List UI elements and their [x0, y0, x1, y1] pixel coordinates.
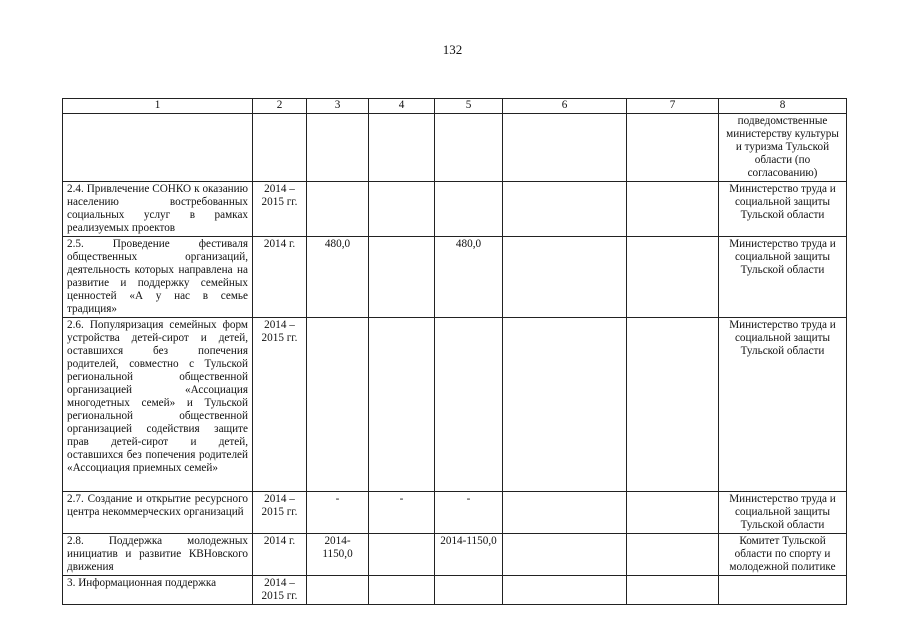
value-cell-6: [503, 576, 627, 605]
term-cell: 2014 – 2015 гг.: [253, 576, 307, 605]
value-cell-7: [627, 534, 719, 576]
page-number: 132: [442, 42, 463, 57]
activity-cell: 2.4. Привлечение СОНКО к оказанию населению востребованных социальных услуг в рамках реализуемых проектов: [63, 182, 253, 237]
value-cell-7: [627, 318, 719, 492]
header-cell-5: 5: [435, 99, 503, 114]
table-row: [63, 492, 847, 534]
header-cell-4: 4: [369, 99, 435, 114]
value-cell-4: [369, 182, 435, 237]
value-cell-6: [503, 237, 627, 318]
activity-cell: 2.7. Создание и открытие ресурсного центра некоммерческих организаций: [63, 492, 253, 534]
term-cell: 2014 г.: [253, 237, 307, 318]
term-cell: 2014 – 2015 гг.: [253, 318, 307, 492]
executor-cell: Министерство труда и социальной защиты Тульской области: [719, 237, 847, 318]
value-cell-3: 2014-1150,0: [307, 534, 369, 576]
executor-cell: Министерство труда и социальной защиты Тульской области: [719, 492, 847, 534]
value-cell-4: [369, 114, 435, 182]
value-cell-3: -: [307, 492, 369, 534]
value-cell-6: [503, 318, 627, 492]
table-row: [63, 114, 847, 182]
value-cell-6: [503, 182, 627, 237]
value-cell-5: [435, 114, 503, 182]
activity-cell: 2.8. Поддержка молодежных инициатив и развитие КВНовского движения: [63, 534, 253, 576]
executor-cell: [719, 576, 847, 605]
activity-cell: [63, 114, 253, 182]
value-cell-6: [503, 114, 627, 182]
value-cell-6: [503, 492, 627, 534]
value-cell-4: [369, 534, 435, 576]
value-cell-4: [369, 237, 435, 318]
value-cell-3: 480,0: [307, 237, 369, 318]
term-cell: 2014 – 2015 гг.: [253, 492, 307, 534]
term-cell: 2014 г.: [253, 534, 307, 576]
executor-cell: подведомственные министерству культуры и туризма Тульской области (по согласованию): [719, 114, 847, 182]
header-cell-2: 2: [253, 99, 307, 114]
term-cell: 2014 – 2015 гг.: [253, 182, 307, 237]
header-row: [63, 99, 847, 114]
value-cell-5: [435, 182, 503, 237]
activity-cell: 2.6. Популяризация семейных форм устройства детей-сирот и детей, оставшихся без попечения родителей, совместно с Тульской региональной общественной организацией «Ассоциация многодетных семей» и Тульской региональной общественной организацией содействия защите прав детей-сирот и детей, оставшихся без попечения родителей «Ассоциация приемных семей»: [63, 318, 253, 492]
header-cell-1: 1: [63, 99, 253, 114]
value-cell-5: 480,0: [435, 237, 503, 318]
value-cell-4: [369, 576, 435, 605]
program-table: [62, 98, 847, 605]
executor-cell: Министерство труда и социальной защиты Тульской области: [719, 182, 847, 237]
table-row: [63, 576, 847, 605]
table-row: [63, 237, 847, 318]
term-cell: [253, 114, 307, 182]
value-cell-7: [627, 576, 719, 605]
executor-cell: Комитет Тульской области по спорту и молодежной политике: [719, 534, 847, 576]
header-cell-3: 3: [307, 99, 369, 114]
activity-cell: 3. Информационная поддержка: [63, 576, 253, 605]
value-cell-7: [627, 237, 719, 318]
activity-cell: 2.5. Проведение фестиваля общественных организаций, деятельность которых направлена на развитие и поддержку семейных ценностей «А у нас в семье традиция»: [63, 237, 253, 318]
value-cell-3: [307, 114, 369, 182]
executor-cell: Министерство труда и социальной защиты Тульской области: [719, 318, 847, 492]
table-row: [63, 318, 847, 492]
value-cell-4: -: [369, 492, 435, 534]
header-cell-8: 8: [719, 99, 847, 114]
value-cell-5: [435, 318, 503, 492]
value-cell-7: [627, 492, 719, 534]
table-row: [63, 534, 847, 576]
value-cell-3: [307, 318, 369, 492]
value-cell-3: [307, 576, 369, 605]
header-cell-7: 7: [627, 99, 719, 114]
value-cell-6: [503, 534, 627, 576]
table-row: [63, 182, 847, 237]
value-cell-3: [307, 182, 369, 237]
value-cell-4: [369, 318, 435, 492]
value-cell-5: 2014-1150,0: [435, 534, 503, 576]
header-cell-6: 6: [503, 99, 627, 114]
value-cell-7: [627, 114, 719, 182]
value-cell-5: [435, 576, 503, 605]
value-cell-7: [627, 182, 719, 237]
value-cell-5: -: [435, 492, 503, 534]
